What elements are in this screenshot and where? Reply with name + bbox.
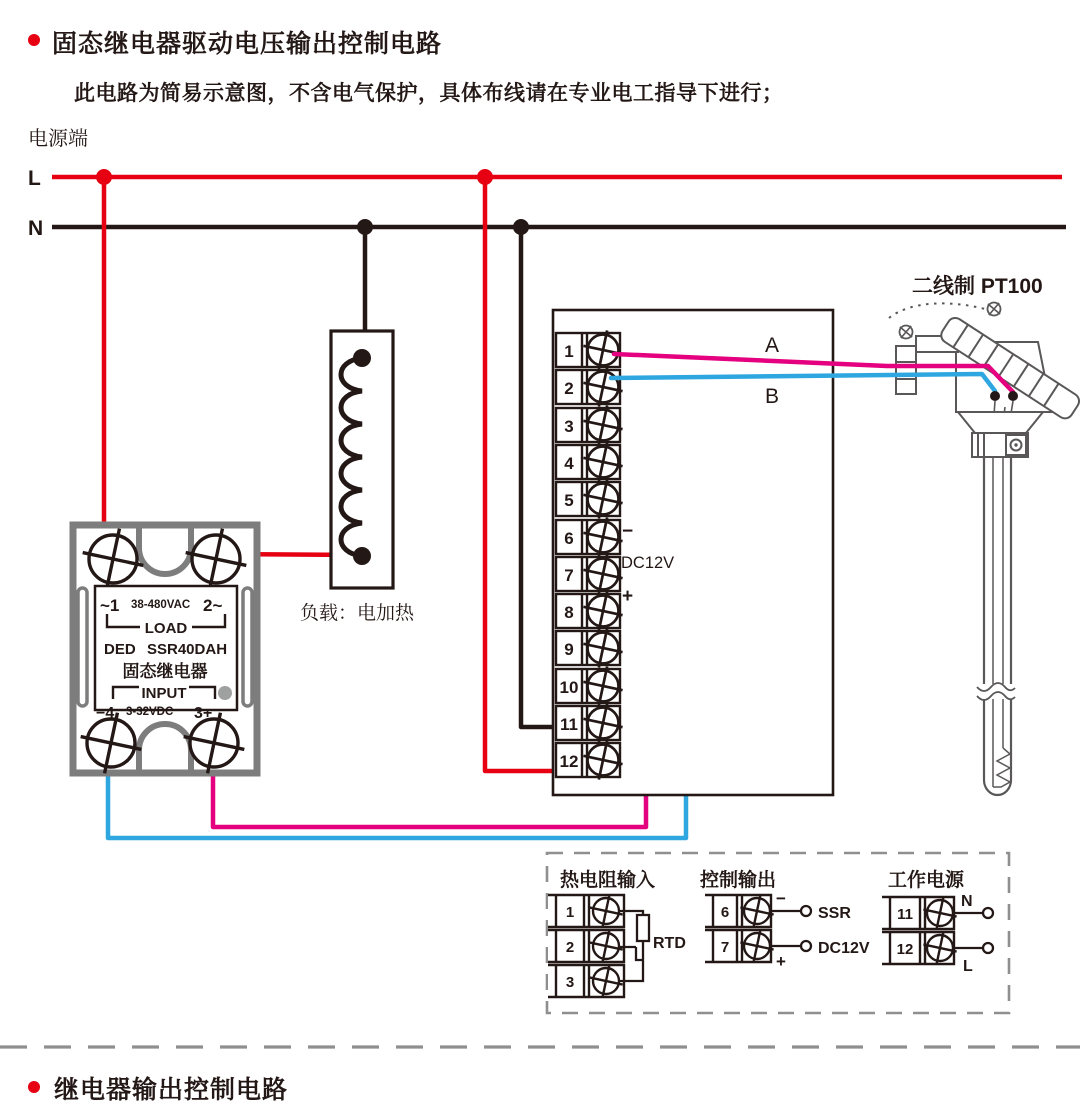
terminal-row-5 <box>556 475 627 522</box>
junction-dot <box>513 219 529 235</box>
coil-bottom-dot <box>353 547 371 565</box>
dc-minus-label: − <box>622 521 634 542</box>
pwr-output-node <box>983 908 993 918</box>
legend-terminal-7 <box>705 926 777 966</box>
legend-terminal-1 <box>548 891 626 931</box>
ctrl-plus-label: + <box>776 952 786 971</box>
head-terminal-dot <box>990 391 1000 401</box>
ssr-relay <box>73 522 257 780</box>
legend-terminal-6 <box>705 891 777 931</box>
wire-a-label: A <box>765 334 780 357</box>
pwr-output-node <box>983 943 993 953</box>
ssr-model-label: SSR40DAH <box>147 641 228 658</box>
head-terminal-dot <box>1008 391 1018 401</box>
terminal-number: 6 <box>720 904 730 921</box>
ssr-vdc-label: 3-32VDC <box>126 706 174 718</box>
terminal-row-12 <box>556 736 627 783</box>
power-side-label: 电源端 <box>28 128 88 150</box>
ssr-terminal1-label: ~1 <box>100 596 120 615</box>
heater-load <box>300 331 415 624</box>
terminal-row-7 <box>556 550 627 597</box>
terminal-row-8 <box>556 587 627 634</box>
ctrl-dc12v-label: DC12V <box>818 940 870 957</box>
ctrl-minus-label: − <box>776 889 786 908</box>
collar-screw-dot <box>1014 443 1017 446</box>
terminal-number: 6 <box>564 529 574 548</box>
terminal-number: 12 <box>559 752 579 771</box>
sensor-neck <box>958 412 1043 433</box>
ctrl-ssr-label: SSR <box>818 905 851 922</box>
ssr-input-label: INPUT <box>141 685 187 702</box>
ctrl-output-node <box>801 941 811 951</box>
section2-bullet-icon <box>28 1081 40 1093</box>
terminal-number: 7 <box>720 939 730 956</box>
legend-terminal-12 <box>882 928 960 968</box>
dc-plus-label: + <box>622 586 634 607</box>
section1-note: 此电路为简易示意图，不含电气保护，具体布线请在专业电工指导下进行； <box>74 82 784 105</box>
ssr-minus4-label: −4 <box>96 705 115 722</box>
terminal-number: 1 <box>564 342 574 361</box>
legend-rtd-group <box>548 868 686 1001</box>
section1-title: 固态继电器驱动电压输出控制电路 <box>52 30 443 58</box>
terminal-number: 11 <box>897 906 913 923</box>
probe-tube <box>977 457 1015 795</box>
coil-top-dot <box>353 349 371 367</box>
ctrl-title: 控制输出 <box>700 870 777 891</box>
legend-power-group <box>882 868 993 975</box>
rtd-resistor-icon <box>637 915 649 941</box>
junction-dot <box>96 169 112 185</box>
rtd-label: RTD <box>653 935 686 952</box>
hex-nut <box>896 346 916 394</box>
ssr-vac-label: 38-480VAC <box>131 599 191 611</box>
terminal-row-3 <box>556 401 627 448</box>
rtd-element-zigzag <box>993 748 1010 787</box>
lid-screw <box>983 298 1006 321</box>
pwr-title: 工作电源 <box>888 870 965 891</box>
terminal-row-9 <box>556 624 627 671</box>
terminal-number: 11 <box>560 715 578 734</box>
terminal-row-1 <box>556 326 627 373</box>
terminal-number: 8 <box>564 603 574 622</box>
terminal-number: 9 <box>564 640 574 659</box>
terminal-number: 10 <box>559 678 579 697</box>
wire-b-label: B <box>765 385 780 408</box>
legend-terminal-2 <box>548 926 626 966</box>
terminal-row-11 <box>556 699 627 746</box>
ssr-led-icon <box>218 686 232 700</box>
pt100-sensor <box>889 274 1080 795</box>
terminal-number: 2 <box>565 939 575 956</box>
sensor-label: 二线制 PT100 <box>912 275 1043 298</box>
terminal-number: 12 <box>896 941 914 958</box>
ssr-plus3-label: 3+ <box>194 705 213 722</box>
ssr-terminal2-label: 2~ <box>203 596 223 615</box>
terminal-number: 1 <box>565 904 575 921</box>
hinge-eyelet-left <box>895 321 918 344</box>
load-label: 负载：电加热 <box>300 603 415 624</box>
terminal-row-4 <box>556 438 627 485</box>
rtd-title: 热电阻输入 <box>560 870 656 891</box>
legend-terminal-11 <box>882 893 960 933</box>
terminal-number: 3 <box>564 417 574 436</box>
ssr-load-label: LOAD <box>144 620 188 637</box>
pwr-l-label: L <box>963 958 973 975</box>
terminal-row-10 <box>556 662 627 709</box>
terminal-number: 2 <box>564 379 574 398</box>
terminal-number: 7 <box>564 566 574 585</box>
terminal-block <box>553 310 833 795</box>
power-bus <box>28 167 1066 240</box>
legend-terminal-3 <box>548 961 626 1001</box>
terminal-row-2 <box>556 363 627 410</box>
pwr-n-label: N <box>961 893 973 910</box>
terminal-row-6 <box>556 513 627 560</box>
terminal-number: 3 <box>565 974 575 991</box>
legend-box <box>547 853 1009 1013</box>
section2-title: 继电器输出控制电路 <box>54 1076 289 1104</box>
dc12v-label: DC12V <box>621 554 675 572</box>
lid-hinge-dotted-arc <box>889 303 985 318</box>
terminal-number: 5 <box>564 491 574 510</box>
ssr-right-slot <box>243 588 252 706</box>
ssr-name-label: 固态继电器 <box>122 662 208 681</box>
ssr-brand-label: DED <box>104 641 136 658</box>
ctrl-output-node <box>801 906 811 916</box>
legend-ctrl-group <box>700 868 870 971</box>
line-l-label: L <box>28 167 41 190</box>
ssr-left-slot <box>78 588 87 706</box>
terminal-number: 4 <box>564 454 574 473</box>
junction-dot <box>477 169 493 185</box>
line-n-label: N <box>28 217 44 240</box>
junction-dot <box>357 219 373 235</box>
probe-inner-wires <box>993 457 1010 787</box>
